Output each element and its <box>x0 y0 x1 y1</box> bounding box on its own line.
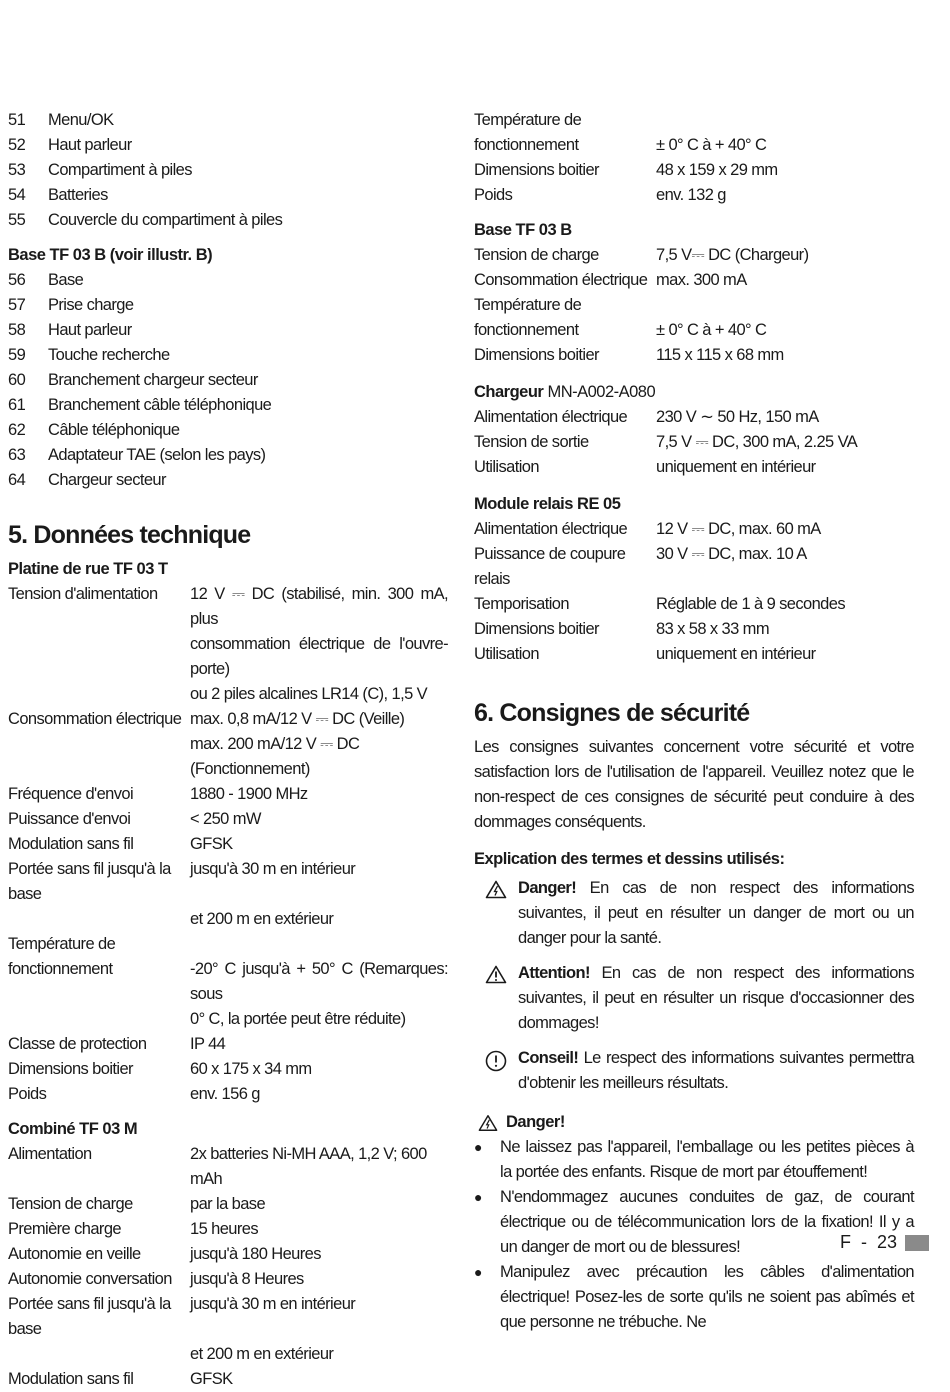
bullet-icon: ● <box>474 1139 482 1155</box>
base-parts-heading: Base TF 03 B (voir illustr. B) <box>8 246 213 264</box>
chargeur-specs <box>474 405 914 480</box>
spec-row: Modulation sans fil GFSK <box>8 1370 233 1388</box>
explication-heading: Explication des termes et dessins utilisés: <box>474 850 785 868</box>
warning-triangle-icon <box>478 1114 498 1132</box>
conseil-definition: Conseil! Le respect des informations suivantes permettra d'obtenir les meilleurs résultats. <box>474 1046 914 1096</box>
base-specs <box>474 243 914 368</box>
spec-row: Dimensions boitier 83 x 58 x 33 mm <box>474 620 769 638</box>
spec-row: Temporisation Réglable de 1 à 9 secondes <box>474 595 845 613</box>
spec-row: max. 200 mA/12 V ⎓ DC (Fonctionnement) <box>190 735 360 778</box>
list-item: 57 Prise charge <box>8 296 134 314</box>
warning-exclamation-icon <box>474 961 518 1036</box>
spec-row: Tension de charge par la base <box>8 1195 266 1213</box>
section-6-intro: Les consignes suivantes concernent votre sécurité et votre satisfaction lors de l'utilisation de l'appareil. Veuillez notez que le non-respect de ces consignes de sécurité peut conduire à des dommages conséquents. <box>474 738 914 831</box>
spec-row: fonctionnement ± 0° C à + 40° C <box>474 321 767 339</box>
bullet-icon: ● <box>474 1189 482 1205</box>
spec-row: Consommation électrique max. 300 mA <box>474 271 747 289</box>
spec-row: Fréquence d'envoi 1880 - 1900 MHz <box>8 785 308 803</box>
left-column <box>8 108 448 1392</box>
list-item: 60 Branchement chargeur secteur <box>8 371 258 389</box>
combine-heading: Combiné TF 03 M <box>8 1120 138 1138</box>
spec-row: Dimensions boitier 48 x 159 x 29 mm <box>474 161 778 179</box>
spec-row: ou 2 piles alcalines LR14 (C), 1,5 V <box>190 685 428 703</box>
list-item: ● Ne laissez pas l'appareil, l'emballage ou les petites pièces à la portée des enfants. Risque de mort par étouffement! <box>474 1135 914 1185</box>
list-item: 52 Haut parleur <box>8 136 132 154</box>
footer-bar <box>905 1235 929 1251</box>
spec-row: Dimensions boitier 115 x 115 x 68 mm <box>474 346 784 364</box>
list-item: 55 Couvercle du compartiment à piles <box>8 211 283 229</box>
page-footer <box>840 1232 929 1253</box>
spec-row: Tension d'alimentation 12 V ⎓ DC (stabilisé, min. 300 mA, plus <box>8 585 448 628</box>
section-6-title: 6. Consignes de sécurité <box>474 699 750 727</box>
spec-row: Consommation électrique max. 0,8 mA/12 V ⎓ DC (Veille) <box>8 710 405 728</box>
section-5-title: 5. Données technique <box>8 521 251 549</box>
list-item: 51 Menu/OK <box>8 111 114 129</box>
attention-definition: Attention! En cas de non respect des informations suivantes, il peut en résulter un risque d'occasionner des dommages! <box>474 961 914 1036</box>
spec-row: Poids env. 156 g <box>8 1085 260 1103</box>
spec-row: Classe de protection IP 44 <box>8 1035 226 1053</box>
list-item: 58 Haut parleur <box>8 321 132 339</box>
spec-row: Puissance d'envoi < 250 mW <box>8 810 261 828</box>
bullet-icon: ● <box>474 1264 482 1280</box>
list-item: 64 Chargeur secteur <box>8 471 166 489</box>
spec-row: Utilisation uniquement en intérieur <box>474 458 816 476</box>
spec-row: Tension de sortie 7,5 V ⎓ DC, 300 mA, 2.25 VA <box>474 433 858 451</box>
spec-row: Utilisation uniquement en intérieur <box>474 645 816 663</box>
list-item: 62 Câble téléphonique <box>8 421 180 439</box>
platine-specs <box>8 582 448 1107</box>
combine-specs-continued <box>474 108 914 208</box>
spec-row: fonctionnement ± 0° C à + 40° C <box>474 136 767 154</box>
spec-row: Autonomie en veille jusqu'à 180 Heures <box>8 1245 321 1263</box>
spec-row: Puissance de coupure relais 30 V ⎓ DC, max. 10 A <box>474 545 807 588</box>
spec-row: 0° C, la portée peut être réduite) <box>190 1010 406 1028</box>
list-item: 53 Compartiment à piles <box>8 161 192 179</box>
spec-row: Tension de charge 7,5 V⎓ DC (Chargeur) <box>474 246 809 264</box>
list-item: ● Manipulez avec précaution les câbles d'alimentation électrique! Posez-les de sorte qu'ils ne soient pas abîmés et que personne ne trébuche. Ne <box>474 1260 914 1335</box>
warning-triangle-icon <box>474 876 518 951</box>
parts-list-base <box>8 268 448 493</box>
list-item: ● N'endommagez aucunes conduites de gaz, de courant électrique ou de télécommunication lors de la fixation! Il y a un danger de mort ou de blessures! <box>474 1185 914 1260</box>
list-item: 61 Branchement câble téléphonique <box>8 396 272 414</box>
spec-row: Portée sans fil jusqu'à la base jusqu'à 30 m en intérieur <box>8 1295 356 1338</box>
info-circle-icon <box>474 1046 518 1096</box>
spec-row: et 200 m en extérieur <box>190 910 334 928</box>
spec-row: Température de <box>474 296 582 314</box>
spec-row: Température de <box>474 111 582 129</box>
relais-heading: Module relais RE 05 <box>474 495 621 513</box>
danger-heading: Danger! <box>474 1110 914 1135</box>
right-column <box>474 108 914 1335</box>
spec-row: Autonomie conversation jusqu'à 8 Heures <box>8 1270 304 1288</box>
spec-row: Dimensions boitier 60 x 175 x 34 mm <box>8 1060 312 1078</box>
parts-list-handset <box>8 108 448 233</box>
spec-row: Alimentation électrique 12 V ⎓ DC, max. 60 mA <box>474 520 821 538</box>
spec-row: Température de <box>8 935 116 953</box>
spec-row: Portée sans fil jusqu'à la base jusqu'à 30 m en intérieur <box>8 860 356 903</box>
platine-heading: Platine de rue TF 03 T <box>8 560 168 578</box>
base-spec-heading: Base TF 03 B <box>474 221 572 239</box>
list-item: 56 Base <box>8 271 84 289</box>
chargeur-heading: Chargeur MN-A002-A080 <box>474 383 656 401</box>
spec-row: et 200 m en extérieur <box>190 1345 334 1363</box>
spec-row: fonctionnement -20° C jusqu'à + 50° C (Remarques: sous <box>8 960 448 1003</box>
danger-definition: Danger! En cas de non respect des informations suivantes, il peut en résulter un danger de mort ou un danger pour la santé. <box>474 876 914 951</box>
relais-specs <box>474 517 914 667</box>
spec-row: Poids env. 132 g <box>474 186 726 204</box>
spec-row: Première charge 15 heures <box>8 1220 258 1238</box>
list-item: 63 Adaptateur TAE (selon les pays) <box>8 446 266 464</box>
page-number: F - 23 <box>840 1232 898 1252</box>
spec-row: Alimentation électrique 230 V ∼ 50 Hz, 150 mA <box>474 408 819 426</box>
spec-row: consommation électrique de l'ouvre-porte) <box>190 635 448 678</box>
spec-row: Alimentation 2x batteries Ni-MH AAA, 1,2 V; 600 mAh <box>8 1145 427 1188</box>
spec-row: Modulation sans fil GFSK <box>8 835 233 853</box>
list-item: 59 Touche recherche <box>8 346 170 364</box>
list-item: 54 Batteries <box>8 186 108 204</box>
combine-specs <box>8 1142 448 1392</box>
